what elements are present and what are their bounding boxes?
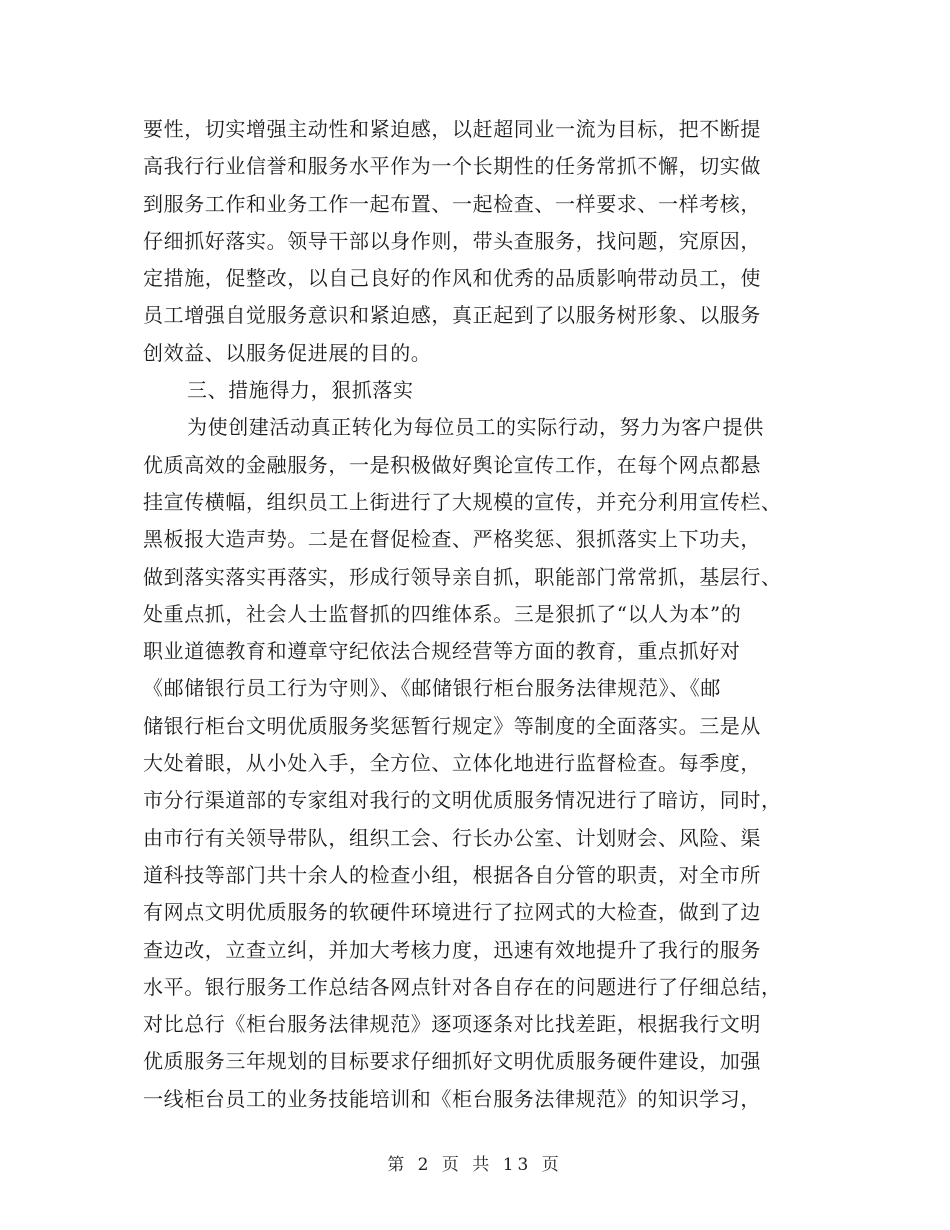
text-line: 三、措施得力，狠抓落实	[187, 378, 414, 403]
text-line: 对比总行《柜台服务法律规范》逐项逐条对比找差距，根据我行文明	[143, 1012, 761, 1037]
text-line: 职业道德教育和遵章守纪依法合规经营等方面的教育，重点抓好对	[143, 639, 741, 664]
text-line: 市分行渠道部的专家组对我行的文明优质服务情况进行了暗访，同时，	[143, 788, 782, 813]
text-line: 水平。银行服务工作总结各网点针对各自存在的问题进行了仔细总结，	[143, 974, 782, 999]
text-line: 大处着眼，从小处入手，全方位、立体化地进行监督检查。每季度，	[143, 751, 761, 776]
text-line: 处重点抓，社会人士监督抓的四维体系。三是狠抓了“以人为本”的	[143, 601, 742, 626]
text-line: 道科技等部门共十余人的检查小组，根据各自分管的职责，对全市所	[143, 862, 761, 887]
text-line: 优质高效的金融服务，一是积极做好舆论宣传工作，在每个网点都悬	[143, 452, 761, 477]
text-line: 储银行柜台文明优质服务奖惩暂行规定》等制度的全面落实。三是从	[143, 713, 761, 738]
text-line: 仔细抓好落实。领导干部以身作则，带头查服务，找问题，究原因，	[143, 228, 761, 253]
text-line: 查边改，立查立纠，并加大考核力度，迅速有效地提升了我行的服务	[143, 937, 761, 962]
text-line: 为使创建活动真正转化为每位员工的实际行动，努力为客户提供	[187, 415, 764, 440]
text-line: 员工增强自觉服务意识和紧迫感，真正起到了以服务树形象、以服务	[143, 303, 761, 328]
text-line: 优质服务三年规划的目标要求仔细抓好文明优质服务硬件建设，加强	[143, 1049, 761, 1074]
text-line: 黑板报大造声势。二是在督促检查、严格奖惩、狠抓落实上下功夫，	[143, 527, 761, 552]
text-line: 由市行有关领导带队，组织工会、行长办公室、计划财会、风险、渠	[143, 825, 761, 850]
text-line: 要性，切实增强主动性和紧迫感，以赶超同业一流为目标，把不断提	[143, 117, 761, 141]
text-line: 定措施，促整改，以自己良好的作风和优秀的品质影响带动员工，使	[143, 266, 761, 291]
text-line: 《邮储银行员工行为守则》、《邮储银行柜台服务法律规范》、《邮	[143, 676, 721, 701]
text-line: 创效益、以服务促进展的目的。	[143, 340, 432, 365]
body-text	[143, 111, 823, 1118]
text-line: 做到落实落实再落实，形成行领导亲自抓，职能部门常常抓，基层行、	[143, 564, 782, 589]
text-line: 有网点文明优质服务的软硬件环境进行了拉网式的大检查，做到了边	[143, 900, 761, 925]
text-line: 高我行行业信誉和服务水平作为一个长期性的任务常抓不懈，切实做	[143, 154, 761, 179]
text-line: 挂宣传横幅，组织员工上街进行了大规模的宣传，并充分利用宣传栏、	[143, 489, 782, 514]
page-number-footer: 第 2 页 共 13 页	[387, 1155, 563, 1175]
text-line: 一线柜台员工的业务技能培训和《柜台服务法律规范》的知识学习，	[143, 1086, 761, 1111]
text-line: 到服务工作和业务工作一起布置、一起检查、一样要求、一样考核，	[143, 191, 761, 216]
